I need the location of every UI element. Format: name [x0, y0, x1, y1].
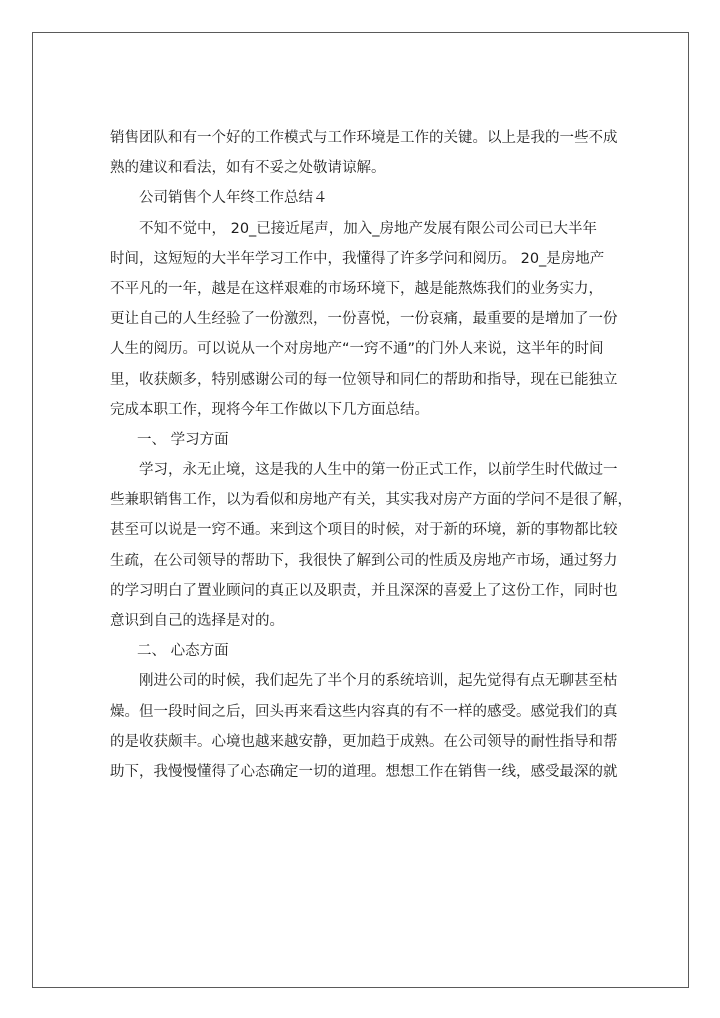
paragraph-line: 完成本职工作，现将今年工作做以下几方面总结。: [110, 401, 429, 418]
paragraph-line: 生疏，在公司领导的帮助下，我很快了解到公司的性质及房地产市场，通过努力: [110, 552, 618, 569]
paragraph-line: 不知不觉中， 20_已接近尾声，加入_房地产发展有限公司公司已大半年: [139, 220, 598, 237]
section-title: 公司销售个人年终工作总结４: [139, 190, 328, 207]
paragraph-line: 助下，我慢慢懂得了心态确定一切的道理。想想工作在销售一线，感受最深的就: [110, 763, 618, 780]
paragraph-line: 不平凡的一年，越是在这样艰难的市场环境下，越是能熬炼我们的业务实力，: [110, 280, 603, 297]
paragraph-line: 熟的建议和看法，如有不妥之处敬请谅解。: [110, 160, 386, 177]
paragraph-line: 时间，这短短的大半年学习工作中，我懂得了许多学问和阅历。 20_是房地产: [110, 250, 605, 267]
paragraph-line: 学习，永无止境，这是我的人生中的第一份正式工作，以前学生时代做过一: [139, 462, 618, 479]
paragraph-line: 更让自己的人生经验了一份激烈，一份喜悦，一份哀痛，最重要的是增加了一份: [110, 311, 618, 328]
document-page: [32, 32, 689, 988]
paragraph-line: 刚进公司的时候，我们起先了半个月的系统培训，起先觉得有点无聊甚至枯: [139, 673, 618, 690]
paragraph-line: 的学习明白了置业顾问的真正以及职责，并且深深的喜爱上了这份工作，同时也: [110, 582, 618, 599]
paragraph-line: 销售团队和有一个好的工作模式与工作环境是工作的关键。以上是我的一些不成: [110, 130, 618, 146]
subheading-mindset: 二、 心态方面: [137, 643, 229, 660]
paragraph-line: 里，收获颇多，特别感谢公司的每一位领导和同仁的帮助和指导，现在已能独立: [110, 371, 618, 388]
paragraph-line: 的是收获颇丰。心境也越来越安静，更加趋于成熟。在公司领导的耐性指导和帮: [110, 733, 618, 750]
paragraph-line: 些兼职销售工作，以为看似和房地产有关，其实我对房产方面的学问不是很了解，: [110, 492, 632, 509]
paragraph-line: 人生的阅历。可以说从一个对房地产“一窍不通”的门外人来说，这半年的时间: [110, 341, 604, 358]
document-body: [110, 123, 647, 787]
paragraph-line: 甚至可以说是一窍不通。来到这个项目的时候，对于新的环境，新的事物都比较: [110, 522, 618, 539]
paragraph-line: 意识到自己的选择是对的。: [110, 613, 284, 629]
paragraph-line: 燥。但一段时间之后，回头再来看这些内容真的有不一样的感受。感觉我们的真: [110, 703, 618, 720]
subheading-study: 一、 学习方面: [137, 431, 229, 448]
